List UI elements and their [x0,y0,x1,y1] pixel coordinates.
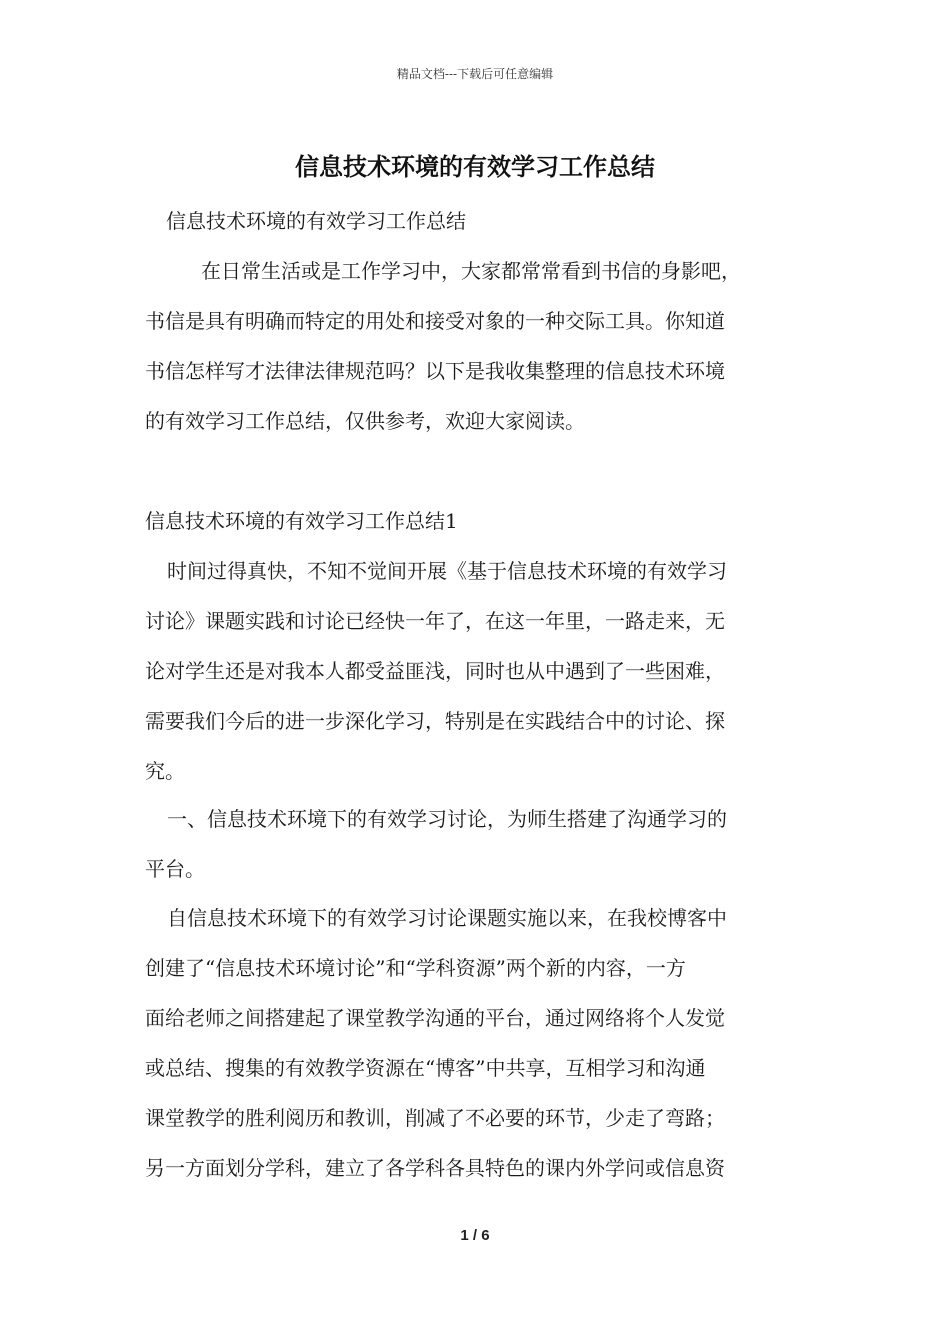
paragraph-line: 另一方面划分学科，建立了各学科各具特色的课内外学问或信息资 [145,1156,725,1180]
body-paragraph-1 [145,546,805,796]
paragraph-line: 创建了“信息技术环境讨论”和“学科资源”两个新的内容，一方 [145,956,686,980]
paragraph-line: 需要我们今后的进一步深化学习，特别是在实践结合中的讨论、探 [145,709,725,733]
paragraph-line: 自信息技术环境下的有效学习讨论课题实施以来，在我校博客中 [167,906,727,930]
paragraph-line: 的有效学习工作总结，仅供参考，欢迎大家阅读。 [145,409,585,433]
paragraph-line: 书信是具有明确而特定的用处和接受对象的一种交际工具。你知道 [145,309,725,333]
paragraph-line: 面给老师之间搭建起了课堂教学沟通的平台，通过网络将个人发觉 [145,1006,725,1030]
paragraph-line: 讨论》课题实践和讨论已经快一年了，在这一年里，一路走来，无 [145,609,725,633]
intro-paragraph [145,246,805,446]
paragraph-line: 论对学生还是对我本人都受益匪浅，同时也从中遇到了一些困难， [145,659,725,683]
paragraph-line: 究。 [145,759,185,783]
paragraph-line: 在日常生活或是工作学习中，大家都常常看到书信的身影吧， [201,259,741,283]
paragraph-line: 一、信息技术环境下的有效学习讨论，为师生搭建了沟通学习的 [167,807,727,831]
paragraph-line: 平台。 [145,857,205,881]
page-header: 精品文档---下载后可任意编辑 [396,67,554,81]
document-title: 信息技术环境的有效学习工作总结 [295,152,655,181]
paragraph-line: 时间过得真快，不知不觉间开展《基于信息技术环境的有效学习 [167,559,727,583]
paragraph-line: 书信怎样写才法律法律规范吗？以下是我收集整理的信息技术环境 [145,359,725,383]
page-number: 1 / 6 [460,1227,490,1244]
document-subtitle: 信息技术环境的有效学习工作总结 [166,209,466,233]
paragraph-line: 课堂教学的胜利阅历和教训，削减了不必要的环节，少走了弯路； [145,1106,725,1130]
paragraph-line: 或总结、搜集的有效教学资源在“博客”中共享，互相学习和沟通 [145,1056,706,1080]
body-paragraph-2 [145,794,805,894]
section-heading: 信息技术环境的有效学习工作总结1 [145,509,458,533]
body-paragraph-3 [145,893,805,1193]
